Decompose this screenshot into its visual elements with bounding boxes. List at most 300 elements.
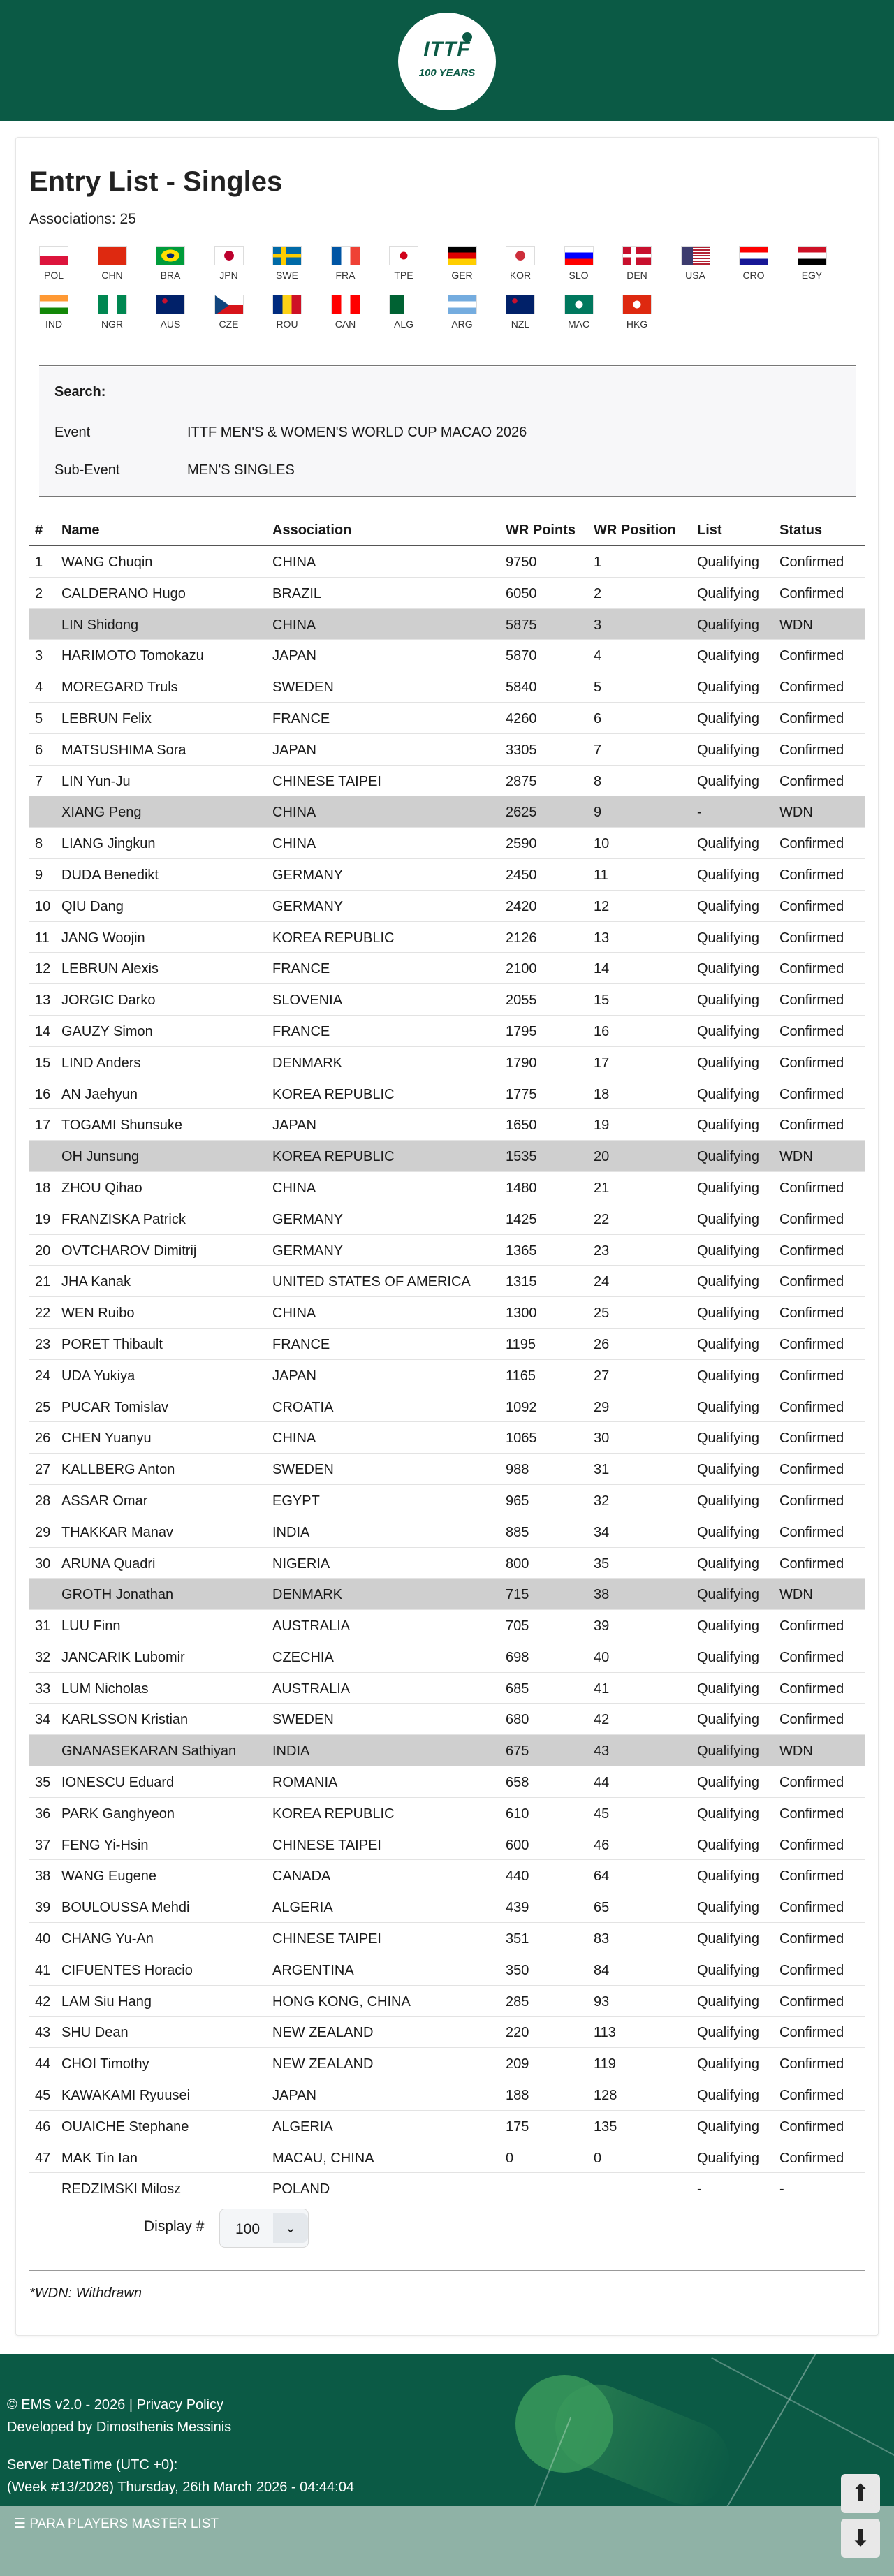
cell-wr-position: 39 [594, 1618, 610, 1634]
cell-association: NEW ZEALAND [272, 2056, 374, 2072]
event-value[interactable]: ITTF MEN'S & WOMEN'S WORLD CUP MACAO 2026 [187, 425, 527, 440]
cell-name[interactable]: GNANASEKARAN Sathiyan [61, 1743, 237, 1759]
header-list[interactable]: List [697, 522, 722, 538]
cell-list: Qualifying [697, 2118, 759, 2135]
cell-wr-points: 2875 [506, 773, 537, 789]
cell-num: 24 [35, 1368, 51, 1384]
table-row[interactable] [29, 2173, 865, 2204]
cell-association: GERMANY [272, 898, 344, 914]
cell-list: Qualifying [697, 773, 759, 789]
cell-wr-position: 5 [594, 680, 602, 696]
table-row[interactable] [29, 1203, 865, 1235]
cell-association: ALGERIA [272, 1900, 333, 1916]
cell-list: Qualifying [697, 585, 759, 601]
table-row[interactable] [29, 1109, 865, 1141]
table-row[interactable] [29, 1798, 865, 1829]
cell-association: INDIA [272, 1743, 310, 1759]
flag-image [389, 246, 418, 265]
cell-list: Qualifying [697, 1243, 759, 1259]
cell-association: KOREA REPUBLIC [272, 930, 395, 946]
cell-association: CHINA [272, 1180, 316, 1196]
table-row[interactable] [29, 1047, 865, 1078]
cell-association: CZECHIA [272, 1649, 334, 1665]
flag-code: JPN [219, 270, 238, 281]
table-row[interactable] [29, 609, 865, 641]
flag-nzl[interactable] [494, 295, 546, 330]
table-row[interactable] [29, 1891, 865, 1923]
table-row[interactable] [29, 1610, 865, 1641]
cell-association: AUSTRALIA [272, 1618, 351, 1634]
cell-num: 16 [35, 1086, 51, 1102]
cell-association: HONG KONG, CHINA [272, 1993, 411, 2010]
flag-ngr[interactable] [87, 295, 138, 330]
cell-association: JAPAN [272, 742, 316, 758]
table-row[interactable] [29, 984, 865, 1016]
cell-wr-points: 2100 [506, 961, 537, 977]
logo-subtext: 100 YEARS [418, 67, 476, 79]
table-row[interactable] [29, 578, 865, 609]
flag-image [506, 246, 535, 265]
cell-name[interactable]: LIANG Jingkun [61, 836, 156, 852]
cell-wr-points: 685 [506, 1681, 529, 1697]
cell-wr-points: 188 [506, 2088, 529, 2104]
cell-list: Qualifying [697, 961, 759, 977]
cell-status: Confirmed [779, 1837, 844, 1853]
table-row[interactable] [29, 1860, 865, 1891]
table-row[interactable] [29, 828, 865, 859]
arrow-down-icon[interactable]: ⬇ [841, 2519, 880, 2558]
table-row[interactable] [29, 1548, 865, 1579]
cell-status: Confirmed [779, 1368, 844, 1384]
cell-list: Qualifying [697, 1086, 759, 1102]
cell-status: WDN [779, 1743, 813, 1759]
cell-name[interactable]: LAM Siu Hang [61, 1993, 152, 2010]
flag-image [564, 295, 594, 314]
table-row[interactable] [29, 1297, 865, 1329]
header-wr-position[interactable]: WR Position [594, 522, 676, 538]
cell-name[interactable]: KAWAKAMI Ryuusei [61, 2088, 191, 2104]
flag-rou[interactable] [261, 295, 313, 330]
table-row[interactable] [29, 1986, 865, 2017]
cell-name[interactable]: OH Junsung [61, 1149, 140, 1165]
flag-image [739, 246, 768, 265]
cell-list: Qualifying [697, 1712, 759, 1728]
flag-code: POL [43, 270, 64, 281]
cell-num: 4 [35, 680, 43, 696]
cell-wr-position: 18 [594, 1086, 610, 1102]
cell-wr-position: 83 [594, 1931, 610, 1947]
cell-name[interactable]: UDA Yukiya [61, 1368, 135, 1384]
cell-wr-points: 1795 [506, 1023, 537, 1039]
cell-wr-points: 351 [506, 1931, 529, 1947]
flag-cro[interactable] [728, 246, 779, 281]
cell-num: 12 [35, 961, 51, 977]
table-row[interactable] [29, 671, 865, 703]
cell-association: POLAND [272, 2181, 330, 2197]
table-row[interactable] [29, 703, 865, 734]
copyright-link[interactable]: © EMS v2.0 - 2026 | Privacy Policy [7, 2397, 224, 2413]
cell-name[interactable]: FENG Yi-Hsin [61, 1837, 149, 1853]
header-status[interactable]: Status [779, 522, 823, 538]
cell-name[interactable]: LUM Nicholas [61, 1681, 149, 1697]
cell-status: - [779, 2181, 784, 2197]
cell-association: GERMANY [272, 1243, 344, 1259]
table-row[interactable] [29, 2142, 865, 2174]
cell-association: KOREA REPUBLIC [272, 1149, 395, 1165]
cell-status: Confirmed [779, 2118, 844, 2135]
display-count-label: Display # [144, 2218, 205, 2234]
cell-name[interactable]: LUU Finn [61, 1618, 121, 1634]
logo-text: ITTF [423, 38, 471, 61]
cell-num: 11 [35, 930, 50, 946]
cell-list: Qualifying [697, 1180, 759, 1196]
flag-code: GER [451, 270, 473, 281]
flag-bra[interactable] [145, 246, 196, 281]
cell-num: 45 [35, 2088, 51, 2104]
flag-jpn[interactable] [203, 246, 255, 281]
table-row[interactable] [29, 1329, 865, 1360]
table-row[interactable] [29, 1454, 865, 1485]
flag-code: MAC [567, 319, 590, 330]
cell-name[interactable]: CHEN Yuanyu [61, 1430, 152, 1447]
table-row[interactable] [29, 2111, 865, 2142]
table-row[interactable] [29, 1485, 865, 1516]
cell-name[interactable]: OUAICHE Stephane [61, 2118, 189, 2135]
cell-status: Confirmed [779, 1775, 844, 1791]
table-row[interactable] [29, 1829, 865, 1861]
table-row[interactable] [29, 953, 865, 984]
cell-wr-points: 0 [506, 2150, 514, 2166]
table-row[interactable] [29, 1266, 865, 1297]
flag-usa[interactable] [670, 246, 721, 281]
table-row[interactable] [29, 766, 865, 797]
cell-num: 14 [35, 1023, 51, 1039]
cell-name[interactable]: LIN Shidong [61, 617, 139, 633]
cell-wr-position: 9 [594, 805, 602, 821]
flag-arg[interactable] [437, 295, 488, 330]
cell-wr-points: 350 [506, 1962, 529, 1978]
table-row[interactable] [29, 1766, 865, 1798]
cell-association: CANADA [272, 1868, 331, 1885]
flag-image [98, 246, 127, 265]
flag-chn[interactable] [87, 246, 138, 281]
flag-hkg[interactable] [611, 295, 663, 330]
display-count-value: 100 [235, 2221, 261, 2237]
cell-status: Confirmed [779, 1556, 844, 1572]
cell-association: SWEDEN [272, 680, 334, 696]
cell-num: 13 [35, 993, 51, 1009]
cell-name[interactable]: WANG Eugene [61, 1868, 156, 1885]
cell-name[interactable]: MOREGARD Truls [61, 680, 178, 696]
flag-swe[interactable] [261, 246, 313, 281]
header-wr-points[interactable]: WR Points [506, 522, 576, 538]
cell-status: Confirmed [779, 1211, 844, 1227]
cell-wr-position: 42 [594, 1712, 610, 1728]
cell-wr-position: 44 [594, 1775, 610, 1791]
table-row[interactable] [29, 1016, 865, 1047]
cell-list: Qualifying [697, 1211, 759, 1227]
cell-list: Qualifying [697, 930, 759, 946]
cell-name[interactable]: JANCARIK Lubomir [61, 1649, 185, 1665]
flag-image [39, 295, 68, 314]
cell-name[interactable]: BOULOUSSA Mehdi [61, 1900, 190, 1916]
cell-name[interactable]: HARIMOTO Tomokazu [61, 648, 204, 664]
cell-name[interactable]: GAUZY Simon [61, 1023, 153, 1039]
cell-name[interactable]: ZHOU Qihao [61, 1180, 142, 1196]
table-row[interactable] [29, 891, 865, 922]
cell-wr-position: 45 [594, 1806, 610, 1822]
cell-wr-position: 35 [594, 1556, 610, 1572]
table-row[interactable] [29, 640, 865, 671]
table-row[interactable] [29, 1172, 865, 1203]
table-row[interactable] [29, 1391, 865, 1423]
cell-num: 15 [35, 1055, 51, 1071]
cell-num: 29 [35, 1524, 51, 1540]
cell-association: CHINA [272, 1430, 316, 1447]
divider [29, 2270, 865, 2271]
cell-name[interactable]: KALLBERG Anton [61, 1462, 175, 1478]
cell-list: Qualifying [697, 742, 759, 758]
flag-image [681, 246, 710, 265]
flag-egy[interactable] [786, 246, 838, 281]
cell-name[interactable]: AN Jaehyun [61, 1086, 138, 1102]
cell-status: Confirmed [779, 1649, 844, 1665]
table-row[interactable] [29, 1954, 865, 1986]
cell-name[interactable]: JANG Woojin [61, 930, 145, 946]
cell-name[interactable]: IONESCU Eduard [61, 1775, 175, 1791]
cell-name[interactable]: PUCAR Tomislav [61, 1399, 168, 1415]
flag-aus[interactable] [145, 295, 196, 330]
cell-wr-position: 93 [594, 1993, 610, 2010]
table-row[interactable] [29, 734, 865, 766]
cell-num: 32 [35, 1649, 51, 1665]
cell-name[interactable]: PARK Ganghyeon [61, 1806, 175, 1822]
table-row[interactable] [29, 1673, 865, 1704]
cell-wr-position: 12 [594, 898, 610, 914]
table-row[interactable] [29, 1579, 865, 1610]
table-row[interactable] [29, 2048, 865, 2079]
cell-name[interactable]: ASSAR Omar [61, 1493, 148, 1509]
cell-wr-position: 27 [594, 1368, 610, 1384]
cell-name[interactable]: PORET Thibault [61, 1336, 163, 1352]
flag-image [448, 295, 477, 314]
cell-list: Qualifying [697, 1493, 759, 1509]
cell-wr-points: 5870 [506, 648, 537, 664]
flag-code: IND [45, 319, 63, 330]
cell-status: Confirmed [779, 1180, 844, 1196]
cell-wr-position: 10 [594, 836, 610, 852]
cell-list: Qualifying [697, 1023, 759, 1039]
cell-wr-points: 675 [506, 1743, 529, 1759]
header-num[interactable]: # [35, 522, 43, 538]
cell-wr-points: 3305 [506, 742, 537, 758]
cell-name[interactable]: CIFUENTES Horacio [61, 1962, 193, 1978]
cell-association: CROATIA [272, 1399, 334, 1415]
cell-association: JAPAN [272, 2088, 316, 2104]
flag-code: CZE [219, 319, 239, 330]
cell-association: UNITED STATES OF AMERICA [272, 1274, 471, 1290]
cell-association: GERMANY [272, 867, 344, 883]
table-row[interactable] [29, 2017, 865, 2048]
cell-num: 47 [35, 2150, 51, 2166]
table-row[interactable] [29, 1641, 865, 1673]
display-count-select[interactable] [219, 2209, 309, 2248]
cell-list: Qualifying [697, 648, 759, 664]
flag-tpe[interactable] [378, 246, 430, 281]
cell-wr-position: 1 [594, 555, 602, 570]
table-row[interactable] [29, 1360, 865, 1391]
flag-image [39, 246, 68, 265]
cell-wr-points: 988 [506, 1462, 529, 1478]
cell-name[interactable]: MATSUSHIMA Sora [61, 742, 186, 758]
cell-name[interactable]: XIANG Peng [61, 805, 142, 821]
cell-list: Qualifying [697, 1775, 759, 1791]
cell-name[interactable]: TOGAMI Shunsuke [61, 1118, 183, 1134]
table-row[interactable] [29, 1235, 865, 1266]
cell-name[interactable]: THAKKAR Manav [61, 1524, 174, 1540]
cell-association: FRANCE [272, 1023, 330, 1039]
cell-status: Confirmed [779, 1055, 844, 1071]
flag-ind[interactable] [28, 295, 80, 330]
cell-name[interactable]: KARLSSON Kristian [61, 1712, 189, 1728]
cell-wr-position: 25 [594, 1305, 610, 1322]
flag-can[interactable] [320, 295, 372, 330]
table-row[interactable] [29, 1704, 865, 1735]
header-association[interactable]: Association [272, 522, 352, 538]
cell-wr-position: 19 [594, 1118, 610, 1134]
cell-association: ROMANIA [272, 1775, 338, 1791]
flag-image [272, 295, 302, 314]
table-row[interactable] [29, 1735, 865, 1766]
cell-status: Confirmed [779, 1493, 844, 1509]
table-row[interactable] [29, 1923, 865, 1954]
cell-status: Confirmed [779, 2088, 844, 2104]
flag-mac[interactable] [553, 295, 605, 330]
cell-wr-position: 8 [594, 773, 602, 789]
cell-num: 41 [35, 1962, 51, 1978]
cell-wr-position: 38 [594, 1587, 610, 1603]
cell-name[interactable]: ARUNA Quadri [61, 1556, 156, 1572]
cell-association: DENMARK [272, 1055, 343, 1071]
cell-association: MACAU, CHINA [272, 2150, 374, 2166]
cell-wr-points: 1425 [506, 1211, 537, 1227]
cell-name[interactable]: LIN Yun-Ju [61, 773, 131, 789]
flag-pol[interactable] [28, 246, 80, 281]
cell-num: 8 [35, 836, 43, 852]
cell-name[interactable]: CHANG Yu-An [61, 1931, 154, 1947]
cell-name[interactable]: WANG Chuqin [61, 555, 153, 570]
cell-name[interactable]: CALDERANO Hugo [61, 585, 186, 601]
flag-kor[interactable] [494, 246, 546, 281]
cell-name[interactable]: JORGIC Darko [61, 993, 156, 1009]
cell-num: 18 [35, 1180, 51, 1196]
cell-status: Confirmed [779, 1931, 844, 1947]
cell-name[interactable]: OVTCHAROV Dimitrij [61, 1243, 197, 1259]
header-name[interactable]: Name [61, 522, 100, 538]
footer [0, 2354, 894, 2576]
cell-association: DENMARK [272, 1587, 343, 1603]
flag-image [798, 246, 827, 265]
cell-wr-points: 800 [506, 1556, 529, 1572]
cell-num: 37 [35, 1837, 51, 1853]
cell-wr-position: 11 [594, 867, 608, 883]
cell-name[interactable]: GROTH Jonathan [61, 1587, 174, 1603]
cell-name[interactable]: REDZIMSKI Milosz [61, 2181, 182, 2197]
cell-wr-points: 9750 [506, 555, 537, 570]
cell-wr-points: 698 [506, 1649, 529, 1665]
flag-den[interactable] [611, 246, 663, 281]
table-row[interactable] [29, 859, 865, 891]
subevent-value[interactable]: MEN'S SINGLES [187, 462, 295, 478]
cell-status: Confirmed [779, 1336, 844, 1352]
cell-status: Confirmed [779, 836, 844, 852]
flag-code: ARG [451, 319, 473, 330]
cell-association: AUSTRALIA [272, 1681, 351, 1697]
cell-name[interactable]: DUDA Benedikt [61, 867, 159, 883]
cell-name[interactable]: FRANZISKA Patrick [61, 1211, 186, 1227]
top-header-bar [0, 0, 894, 121]
cell-num: 38 [35, 1868, 51, 1885]
cell-status: Confirmed [779, 1399, 844, 1415]
cell-wr-position: 31 [594, 1462, 610, 1478]
cell-name[interactable]: WEN Ruibo [61, 1305, 135, 1322]
cell-wr-points: 1195 [506, 1336, 536, 1352]
cell-list: Qualifying [697, 993, 759, 1009]
cell-status: Confirmed [779, 1118, 844, 1134]
table-row[interactable] [29, 796, 865, 828]
cell-name[interactable]: SHU Dean [61, 2025, 129, 2041]
cell-wr-position: 113 [594, 2025, 616, 2041]
table-row[interactable] [29, 922, 865, 953]
cell-name[interactable]: MAK Tin Ian [61, 2150, 138, 2166]
cell-association: CHINESE TAIPEI [272, 1931, 381, 1947]
table-row[interactable] [29, 1516, 865, 1548]
cell-num: 46 [35, 2118, 51, 2135]
cell-num: 25 [35, 1399, 51, 1415]
flag-cze[interactable] [203, 295, 255, 330]
flag-slo[interactable] [553, 246, 605, 281]
cell-name[interactable]: LEBRUN Felix [61, 710, 152, 726]
cell-wr-points: 1300 [506, 1305, 537, 1322]
cell-list: Qualifying [697, 1524, 759, 1540]
flag-alg[interactable] [378, 295, 430, 330]
ittf-logo[interactable] [398, 13, 496, 110]
cell-list: Qualifying [697, 1587, 759, 1603]
cell-status: Confirmed [779, 1305, 844, 1322]
table-row[interactable] [29, 2079, 865, 2111]
table-row[interactable] [29, 1141, 865, 1172]
cell-name[interactable]: LEBRUN Alexis [61, 961, 159, 977]
cell-name[interactable]: QIU Dang [61, 898, 124, 914]
cell-num: 17 [35, 1118, 51, 1134]
table-row[interactable] [29, 546, 865, 578]
cell-wr-points: 1315 [506, 1274, 537, 1290]
cell-name[interactable]: CHOI Timothy [61, 2056, 149, 2072]
user-icon: ☰ [14, 2517, 27, 2531]
cell-name[interactable]: JHA Kanak [61, 1274, 131, 1290]
cell-wr-points: 705 [506, 1618, 529, 1634]
arrow-up-icon[interactable]: ⬆ [841, 2474, 880, 2513]
flag-ger[interactable] [437, 246, 488, 281]
cell-name[interactable]: LIND Anders [61, 1055, 141, 1071]
table-row[interactable] [29, 1422, 865, 1454]
cell-status: Confirmed [779, 1712, 844, 1728]
flag-fra[interactable] [320, 246, 372, 281]
para-players-link[interactable] [14, 2516, 219, 2532]
cell-wr-points: 2126 [506, 930, 537, 946]
table-row[interactable] [29, 1078, 865, 1110]
flag-code: TPE [394, 270, 413, 281]
